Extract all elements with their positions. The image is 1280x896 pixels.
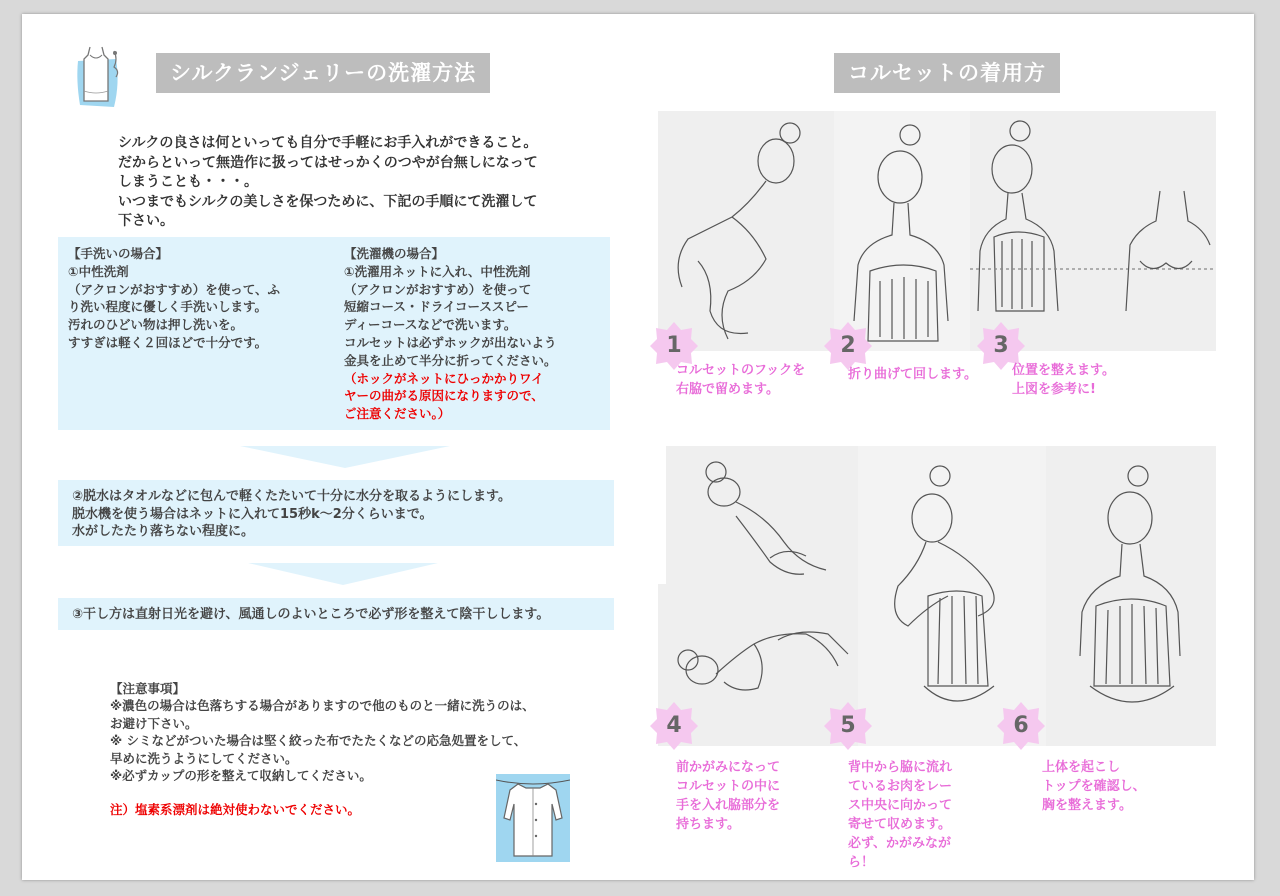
machine-wash-line: （アクロンがおすすめ）を使って bbox=[344, 281, 532, 297]
notes-line: 早めに洗うようにしてください。 bbox=[110, 750, 298, 766]
intro-line: シルクの良さは何といっても自分で手軽にお手入れができること。 bbox=[118, 135, 538, 151]
sketch-step6 bbox=[1046, 446, 1216, 746]
machine-wash-section bbox=[344, 245, 606, 423]
dress-icon bbox=[74, 41, 132, 113]
sketch-step2 bbox=[834, 111, 984, 351]
intro-line: いつまでもシルクの美しさを保つために、下記の手順にて洗濯して bbox=[118, 193, 538, 210]
caption-line: 前かがみになって bbox=[676, 760, 781, 775]
caption-line: 胸を整えます。 bbox=[1042, 798, 1132, 813]
caption-line: 上図を参考に! bbox=[1012, 382, 1096, 397]
caption-line: トップを確認し、 bbox=[1042, 779, 1146, 794]
step-number: 3 bbox=[993, 333, 1009, 358]
sketch-step3 bbox=[970, 111, 1216, 351]
hand-wash-line: （アクロンがおすすめ）を使って、ふ bbox=[68, 281, 281, 297]
caption-line: ているお肉をレー bbox=[848, 779, 953, 794]
machine-wash-line: ①洗濯用ネットに入れ、中性洗剤 bbox=[344, 263, 531, 279]
caption-line: 背中から脇に流れ bbox=[848, 760, 953, 775]
machine-wash-line: 金具を止めて半分に折ってください。 bbox=[344, 352, 557, 368]
hand-wash-section bbox=[68, 245, 330, 352]
step2-text bbox=[72, 488, 612, 541]
step-number: 1 bbox=[666, 333, 682, 358]
caption-line: ら！ bbox=[848, 855, 875, 870]
hand-wash-line: すすぎは軽く２回ほどで十分です。 bbox=[68, 334, 268, 350]
notes-section bbox=[110, 680, 610, 784]
sketch-step4a bbox=[666, 446, 860, 584]
step2-line: 水がしたたり落ちない程度に。 bbox=[72, 524, 255, 539]
hand-wash-line: ①中性洗剤 bbox=[68, 263, 129, 279]
caption-line: 折り曲げて回します。 bbox=[848, 367, 977, 382]
step4-badge bbox=[649, 701, 699, 751]
step4-caption bbox=[676, 758, 780, 834]
step3-text: ③干し方は直射日光を避け、風通しのよいところで必ず形を整えて陰干しします。 bbox=[72, 607, 550, 622]
step1-caption bbox=[676, 361, 805, 399]
caption-line: 右脇で留めます。 bbox=[676, 382, 779, 397]
washing-method-title: シルクランジェリーの洗濯方法 bbox=[156, 53, 490, 93]
step-number: 5 bbox=[840, 713, 856, 738]
step2-line: 脱水機を使う場合はネットに入れて15秒k～2分くらいまで。 bbox=[72, 506, 433, 522]
step-number: 4 bbox=[666, 713, 682, 738]
caption-line: 上体を起こし bbox=[1042, 760, 1121, 775]
bleach-warning: 注）塩素系漂剤は絶対使わないでください。 bbox=[110, 802, 361, 817]
caption-line: 手を入れ脇部分を bbox=[676, 798, 781, 813]
notes-line: ※ シミなどがついた場合は堅く絞った布でたたくなどの応急処置をして、 bbox=[110, 733, 527, 749]
step-number: 2 bbox=[840, 333, 856, 358]
down-arrow-icon bbox=[240, 446, 450, 468]
step6-caption bbox=[1042, 758, 1146, 815]
shirt-icon bbox=[496, 774, 570, 862]
page bbox=[22, 14, 1254, 880]
machine-wash-warning: ご注意ください。） bbox=[344, 406, 451, 422]
notes-line: お避け下さい。 bbox=[110, 715, 198, 731]
machine-wash-line: ディーコースなどで洗います。 bbox=[344, 317, 517, 333]
caption-line: コルセットのフックを bbox=[676, 363, 806, 378]
machine-wash-warning: ヤーの曲がる原因になりますので、 bbox=[344, 388, 544, 404]
caption-line: 必ず、かがみなが bbox=[848, 836, 951, 851]
step5-caption bbox=[848, 758, 952, 872]
step2-line: ②脱水はタオルなどに包んで軽くたたいて十分に水分を取るようにします。 bbox=[72, 489, 511, 504]
intro-line: 下さい。 bbox=[118, 213, 174, 229]
machine-wash-warning: （ホックがネットにひっかかりワイ bbox=[344, 370, 544, 386]
notes-line: ※濃色の場合は色落ちする場合がありますので他のものと一緒に洗うのは、 bbox=[110, 698, 535, 714]
notes-line: ※必ずカップの形を整えて収納してください。 bbox=[110, 768, 372, 784]
machine-wash-line: コルセットは必ずホックが出ないよう bbox=[344, 334, 557, 350]
caption-line: 持ちます。 bbox=[676, 817, 740, 832]
hand-wash-heading: 【手洗いの場合】 bbox=[68, 246, 169, 261]
step6-badge bbox=[996, 701, 1046, 751]
intro-text bbox=[118, 134, 618, 232]
step-number: 6 bbox=[1013, 713, 1029, 738]
notes-line: 【注意事項】 bbox=[110, 681, 186, 696]
step2-caption bbox=[848, 365, 977, 384]
hand-wash-line: り洗い程度に優しく手洗いします。 bbox=[68, 299, 268, 315]
step5-badge bbox=[823, 701, 873, 751]
intro-line: だからといって無造作に扱ってはせっかくのつやが台無しになって bbox=[118, 154, 538, 171]
step2-badge bbox=[823, 321, 873, 371]
down-arrow-icon bbox=[248, 563, 438, 585]
intro-line: しまうことも・・・。 bbox=[118, 174, 258, 190]
sketch-step1 bbox=[658, 111, 848, 351]
caption-line: 寄せて収めます。 bbox=[848, 817, 951, 832]
caption-line: コルセットの中に bbox=[676, 779, 781, 794]
caption-line: 位置を整えます。 bbox=[1012, 363, 1115, 378]
step3-caption bbox=[1012, 361, 1115, 399]
machine-wash-line: 短縮コース・ドライコーススピー bbox=[344, 299, 529, 315]
caption-line: ス中央に向かって bbox=[848, 798, 953, 813]
hand-wash-line: 汚れのひどい物は押し洗いを。 bbox=[68, 317, 244, 333]
corset-wearing-title: コルセットの着用方 bbox=[834, 53, 1060, 93]
machine-wash-heading: 【洗濯機の場合】 bbox=[344, 246, 445, 261]
